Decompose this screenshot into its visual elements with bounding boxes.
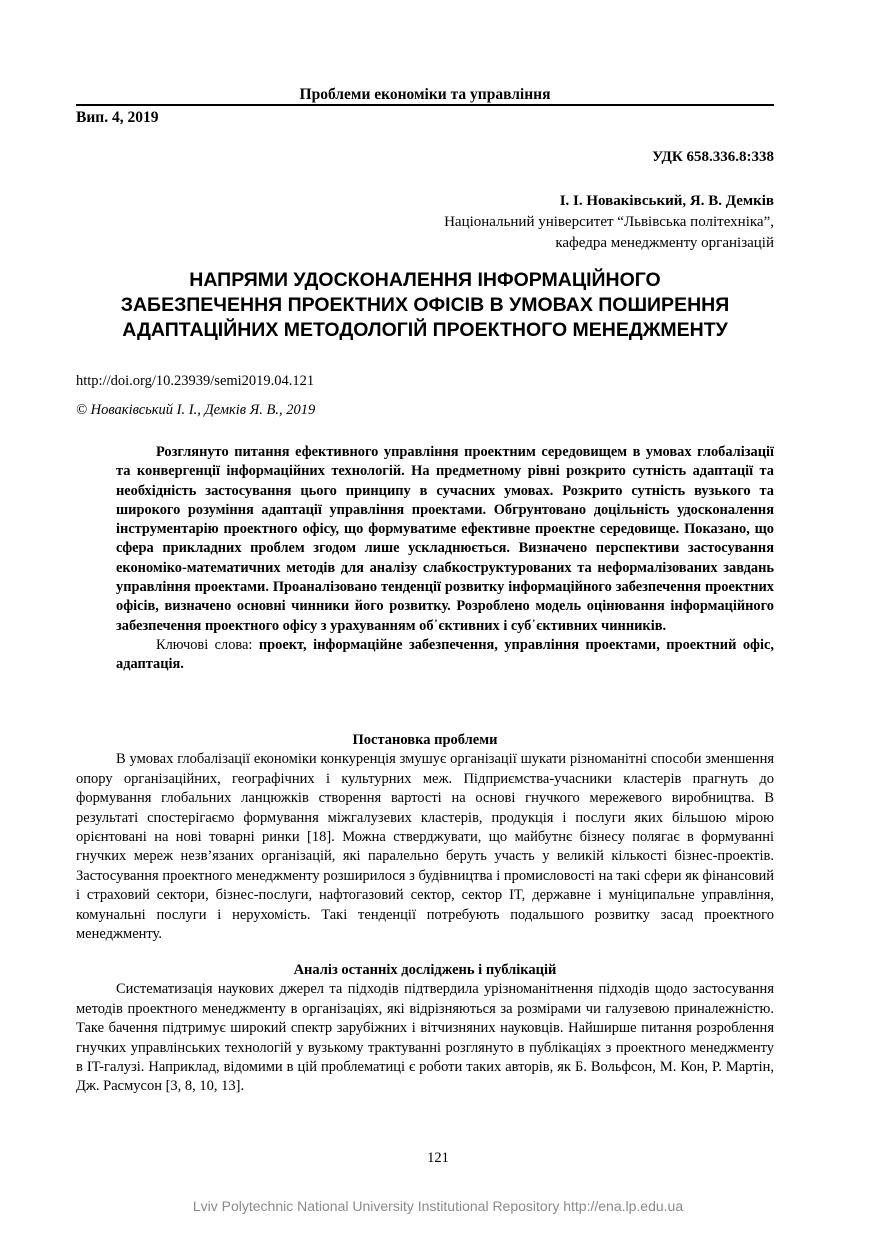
affiliation-line-2: кафедра менеджменту організацій bbox=[555, 235, 774, 251]
section-heading: Постановка проблеми bbox=[352, 732, 498, 748]
paper-title bbox=[76, 268, 774, 343]
header-divider bbox=[76, 104, 774, 106]
copyright-notice: © Новаківський І. І., Демків Я. В., 2019 bbox=[76, 402, 316, 418]
keywords-label: Ключові слова: bbox=[156, 636, 253, 653]
keywords bbox=[116, 636, 774, 675]
doi-link[interactable]: http://doi.org/10.23939/semi2019.04.121 bbox=[76, 373, 315, 389]
repository-footer: Lviv Polytechnic National University Institutional Repository http://ena.lp.edu.ua bbox=[192, 1198, 684, 1214]
journal-title: Проблеми економіки та управління bbox=[299, 86, 551, 103]
abstract bbox=[116, 443, 774, 675]
section-paragraph: Систематизація наукових джерел та підходів підтвердила урізноманітнення підходів щодо застосування методів проектного менеджменту в організаціях, які відрізняються за розмірами чи галузевою приналежністю. Таке бачення підтримує широкий спектр зарубіжних і вітчизняних науковців. Найширше питання розроблення гнучких управлінських технологій у вузькому трактуванні розглянуто в публікаціях з проектного менеджменту в IT-галузі. Наприклад, відомими в цій проблематиці є роботи таких авторів, як Б. Вольфсон, М. Кон, Р. Мартін, Дж. Расмусон [3, 8, 10, 13]. bbox=[76, 981, 774, 1095]
author-names: І. І. Новаківський, Я. В. Демків bbox=[559, 193, 774, 209]
section-heading: Аналіз останніх досліджень і публікацій bbox=[293, 962, 557, 978]
keywords-list: проект, інформаційне забезпечення, управління проектами, проектний офіс, адаптація. bbox=[116, 636, 774, 673]
section-problem-statement bbox=[76, 731, 774, 944]
udc-code: УДК 658.336.8:338 bbox=[652, 149, 774, 165]
section-literature-review bbox=[76, 961, 774, 1097]
issue-label: Вип. 4, 2019 bbox=[76, 109, 159, 126]
abstract-text: Розглянуто питання ефективного управління проектним середовищем в умовах глобалізації та конвергенції інформаційних технологій. На предметному рівні розкрито сутність адаптації та необхідність застосування цього принципу в сучасних умовах. Розкрито сутність вузького та широкого розуміння адаптації управління проектами. Обгрунтовано доцільність удосконалення інструментарію проектного офісу, що формуватиме ефективне проектне середовище. Показано, що сфера прикладних проблем згодом лише ускладнюється. Визначено перспективи застосування економіко-математичних методів для аналізу слабкоструктурованих та неформалізованих завдань управління проектами. Проаналізовано тенденції розвитку інформаційного забезпечення проектних офісів, визначено основні чинники його розвитку. Розроблено модель оцінювання інформаційного забезпечення проектного офісу з урахуванням об᾽єктивних і суб᾽єктивних чинників. bbox=[116, 444, 774, 634]
paper-title-line-1: НАПРЯМИ УДОСКОНАЛЕННЯ ІНФОРМАЦІЙНОГО bbox=[189, 269, 661, 291]
paper-title-line-3: АДАПТАЦІЙНИХ МЕТОДОЛОГІЙ ПРОЕКТНОГО МЕНЕДЖМЕНТУ bbox=[122, 319, 728, 341]
author-block bbox=[444, 191, 774, 254]
affiliation-line-1: Національний університет “Львівська політехніка”, bbox=[444, 214, 774, 230]
paper-title-line-2: ЗАБЕЗПЕЧЕННЯ ПРОЕКТНИХ ОФІСІВ В УМОВАХ ПОШИРЕННЯ bbox=[120, 294, 730, 316]
page-number: 121 bbox=[427, 1150, 449, 1166]
section-paragraph: В умовах глобалізації економіки конкуренція змушує організації шукати різноманітні способи зменшення опору організаційних, географічних і культурних меж. Підприємства-учасники кластерів прагнуть до формування глобальних ланцюжків створення вартості на основі гнучкого мережевого виробництва. В результаті спостерігаємо формування міжгалузевих кластерів, продукція і послуги яких більшою мірою орієнтовані на нові товарні ринки [18]. Можна стверджувати, що майбутнє бізнесу полягає в формуванні гнучких мереж незв’язаних організацій, які паралельно беруть участь у великій кількості бізнес-проектів. Застосування проектного менеджменту розширилося з будівництва і промисловості на такі сфери як фінансовий і страховий сектори, бізнес-послуги, нафтогазовий сектор, сектор IT, державне і муніципальне управління, комунальні послуги і нерухомість. Такі тенденції потребують подальшого розвитку засад проектного менеджменту. bbox=[76, 751, 774, 943]
